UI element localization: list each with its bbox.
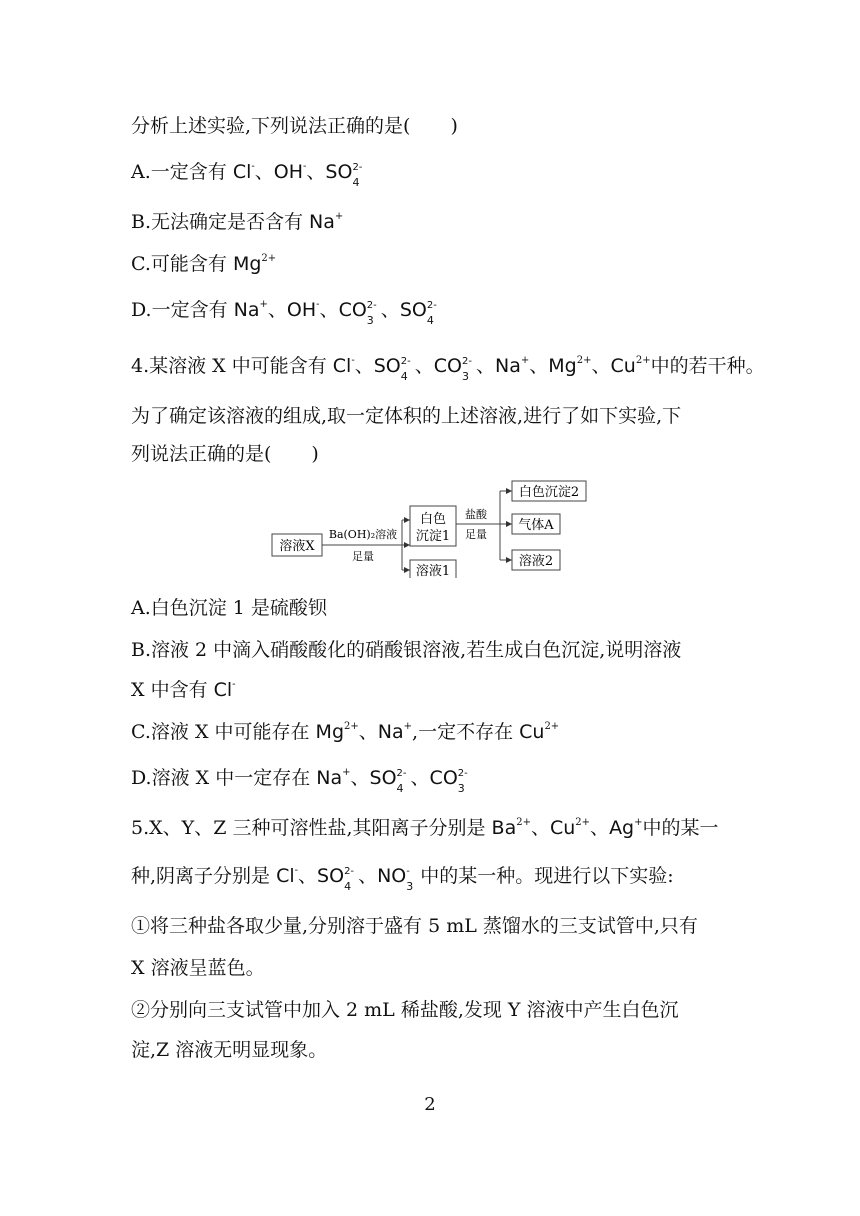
q5-step1-line2: X 溶液呈蓝色。 [131,957,265,979]
q4-stem-line1: 4.某溶液 X 中可能含有 Cl-、SO 2- 4 、CO 2- 3 、Na+、$Mg^{2+}$、$Cu^{2+}$中的若干种。 [131,355,765,383]
svg-text:沉淀1: 沉淀1 [415,529,451,544]
q5-step1-line1: ①将三种盐各取少量,分别溶于盛有 5 mL 蒸馏水的三支试管中,只有 [131,915,698,937]
precipitate-1-box [410,506,456,546]
q5-line2: 种,阴离子分别是 Cl-、SO 2- 4 、NO - 3 中的某一种。现进行以下实验: [131,865,674,893]
q4-option-c: C.溶液 X 中可能存在 $Mg^{2+}$、Na+,一定不存在 $Cu^{2+}$ [131,721,560,743]
q3-option-a: A.一定含有 Cl-、OH-、SO 2- 4 [131,161,363,189]
q3-option-d: D.一定含有 Na+、OH-、CO 2- 3 、SO 2- 4 [131,299,437,327]
svg-text:溶液2: 溶液2 [518,554,554,569]
q5-step2-line2: 淀,Z 溶液无明显现象。 [131,1039,328,1061]
q4-stem-line3: 列说法正确的是( ) [131,443,319,465]
page-number: 2 [424,1094,436,1115]
reagent2-qty-label: 足量 [465,528,487,541]
solution-x-box [272,534,322,556]
svg-text:溶液1: 溶液1 [415,564,451,578]
q4-option-b-line1: B.溶液 2 中滴入硝酸酸化的硝酸银溶液,若生成白色沉淀,说明溶液 [131,639,682,661]
solution-2-box [512,550,560,570]
reagent2-label: 盐酸 [465,508,487,521]
q3-stem: 分析上述实验,下列说法正确的是( ) [131,115,458,137]
solution-1-box [410,560,456,578]
q4-option-b-line2: X 中含有 Cl- [131,679,236,701]
reagent1-label: Ba(OH)₂溶液 [328,528,398,541]
q5-line1: 5.X、Y、Z 三种可溶性盐,其阳离子分别是 $Ba^{2+}$、$Cu^{2+}$、Ag+中的某一 [131,817,719,839]
q5-step2-line1: ②分别向三支试管中加入 2 mL 稀盐酸,发现 Y 溶液中产生白色沉 [131,999,679,1021]
svg-text:白色: 白色 [419,512,447,527]
q4-stem-line2: 为了确定该溶液的组成,取一定体积的上述溶液,进行了如下实验,下 [131,405,682,427]
q4-option-d: D.溶液 X 中一定存在 Na+、SO 2- 4 、CO 2- 3 [131,767,468,795]
q3-option-b: B.无法确定是否含有 Na+ [131,211,344,233]
q4-option-a: A.白色沉淀 1 是硫酸钡 [131,597,327,619]
experiment-flowchart [262,478,592,578]
svg-text:溶液X: 溶液X [279,539,315,554]
svg-text:白色沉淀2: 白色沉淀2 [518,485,580,500]
reagent1-qty-label: 足量 [352,550,374,563]
precipitate-2-box [512,481,586,501]
q3-option-c: C.可能含有 $Mg^{2+}$ [131,253,277,275]
gas-a-box [512,514,560,534]
svg-text:气体A: 气体A [518,518,554,533]
